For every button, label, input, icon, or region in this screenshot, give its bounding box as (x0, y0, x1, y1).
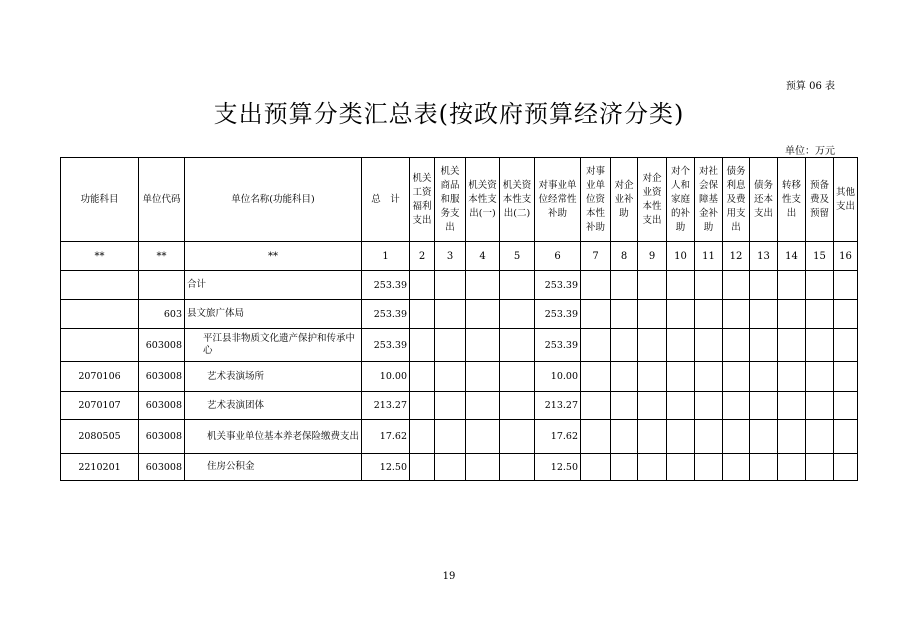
index-cell: 11 (695, 242, 723, 271)
func-subject-cell (61, 300, 139, 329)
header-col-4: 机关资本性支出(一) (466, 158, 500, 242)
header-col-14: 转移性支出 (778, 158, 806, 242)
col-6-cell: 10.00 (535, 362, 581, 392)
header-col-3: 机关商品和服务支出 (435, 158, 466, 242)
unit-name-cell: 艺术表演场所 (185, 362, 362, 392)
table-row (61, 271, 858, 300)
unit-name-cell: 艺术表演团体 (185, 392, 362, 420)
index-cell: 9 (638, 242, 667, 271)
header-col-7: 对事业单位资本性补助 (581, 158, 611, 242)
unit-code-cell (139, 271, 185, 300)
expenditure-table (60, 157, 858, 481)
index-cell: 3 (435, 242, 466, 271)
table-row (61, 454, 858, 481)
unit-code-cell: 603 (139, 300, 185, 329)
index-cell: 1 (362, 242, 410, 271)
func-subject-cell (61, 271, 139, 300)
col-6-cell: 17.62 (535, 420, 581, 454)
unit-name-cell: 合计 (185, 271, 362, 300)
header-col-13: 债务还本支出 (750, 158, 778, 242)
unit-name-cell: 机关事业单位基本养老保险缴费支出 (185, 420, 362, 454)
func-subject-cell: 2070106 (61, 362, 139, 392)
unit-code-cell: 603008 (139, 454, 185, 481)
header-col-6: 对事业单位经常性补助 (535, 158, 581, 242)
index-cell: 6 (535, 242, 581, 271)
index-cell: 4 (466, 242, 500, 271)
total-cell: 12.50 (362, 454, 410, 481)
index-cell: ** (185, 242, 362, 271)
col-6-cell: 253.39 (535, 271, 581, 300)
table-row (61, 392, 858, 420)
index-cell: 7 (581, 242, 611, 271)
func-subject-cell: 2070107 (61, 392, 139, 420)
index-cell: 5 (500, 242, 535, 271)
col-6-cell: 213.27 (535, 392, 581, 420)
total-cell: 213.27 (362, 392, 410, 420)
index-row (61, 242, 858, 271)
total-cell: 253.39 (362, 329, 410, 362)
header-col-8: 对企业补助 (611, 158, 638, 242)
form-code-label: 预算 06 表 (785, 81, 835, 92)
unit-name-cell: 住房公积金 (185, 454, 362, 481)
func-subject-cell: 2080505 (61, 420, 139, 454)
table-row (61, 420, 858, 454)
page-title: 支出预算分类汇总表(按政府预算经济分类) (213, 100, 685, 128)
index-cell: 16 (834, 242, 858, 271)
unit-name-cell: 平江县非物质文化遗产保护和传承中心 (185, 329, 362, 362)
header-col-5: 机关资本性支出(二) (500, 158, 535, 242)
page-number: 19 (442, 571, 456, 582)
header-col-12: 债务利息及费用支出 (723, 158, 750, 242)
header-row (61, 158, 858, 242)
index-cell: 15 (806, 242, 834, 271)
header-col-16: 其他支出 (834, 158, 858, 242)
col-6-cell: 253.39 (535, 300, 581, 329)
table-row (61, 300, 858, 329)
header-unit-name: 单位名称(功能科目) (185, 158, 362, 242)
total-cell: 17.62 (362, 420, 410, 454)
header-col-15: 预备费及预留 (806, 158, 834, 242)
unit-label: 单位：万元 (785, 146, 835, 157)
col-6-cell: 12.50 (535, 454, 581, 481)
index-cell: 12 (723, 242, 750, 271)
table-row (61, 362, 858, 392)
unit-code-cell: 603008 (139, 329, 185, 362)
total-cell: 253.39 (362, 271, 410, 300)
func-subject-cell: 2210201 (61, 454, 139, 481)
header-col-2: 机关工资福利支出 (410, 158, 435, 242)
index-cell: 13 (750, 242, 778, 271)
index-cell: ** (139, 242, 185, 271)
index-cell: 8 (611, 242, 638, 271)
total-cell: 253.39 (362, 300, 410, 329)
total-cell: 10.00 (362, 362, 410, 392)
index-cell: 2 (410, 242, 435, 271)
col-6-cell: 253.39 (535, 329, 581, 362)
header-col-10: 对个人和家庭的补助 (667, 158, 695, 242)
header-col-9: 对企业资本性支出 (638, 158, 667, 242)
index-cell: ** (61, 242, 139, 271)
unit-name-cell: 县文旅广体局 (185, 300, 362, 329)
header-col-11: 对社会保障基金补助 (695, 158, 723, 242)
header-total: 总 计 (362, 158, 410, 242)
header-func-subject: 功能科目 (61, 158, 139, 242)
unit-code-cell: 603008 (139, 392, 185, 420)
unit-code-cell: 603008 (139, 362, 185, 392)
table-row (61, 329, 858, 362)
index-cell: 10 (667, 242, 695, 271)
func-subject-cell (61, 329, 139, 362)
header-unit-code: 单位代码 (139, 158, 185, 242)
unit-code-cell: 603008 (139, 420, 185, 454)
index-cell: 14 (778, 242, 806, 271)
